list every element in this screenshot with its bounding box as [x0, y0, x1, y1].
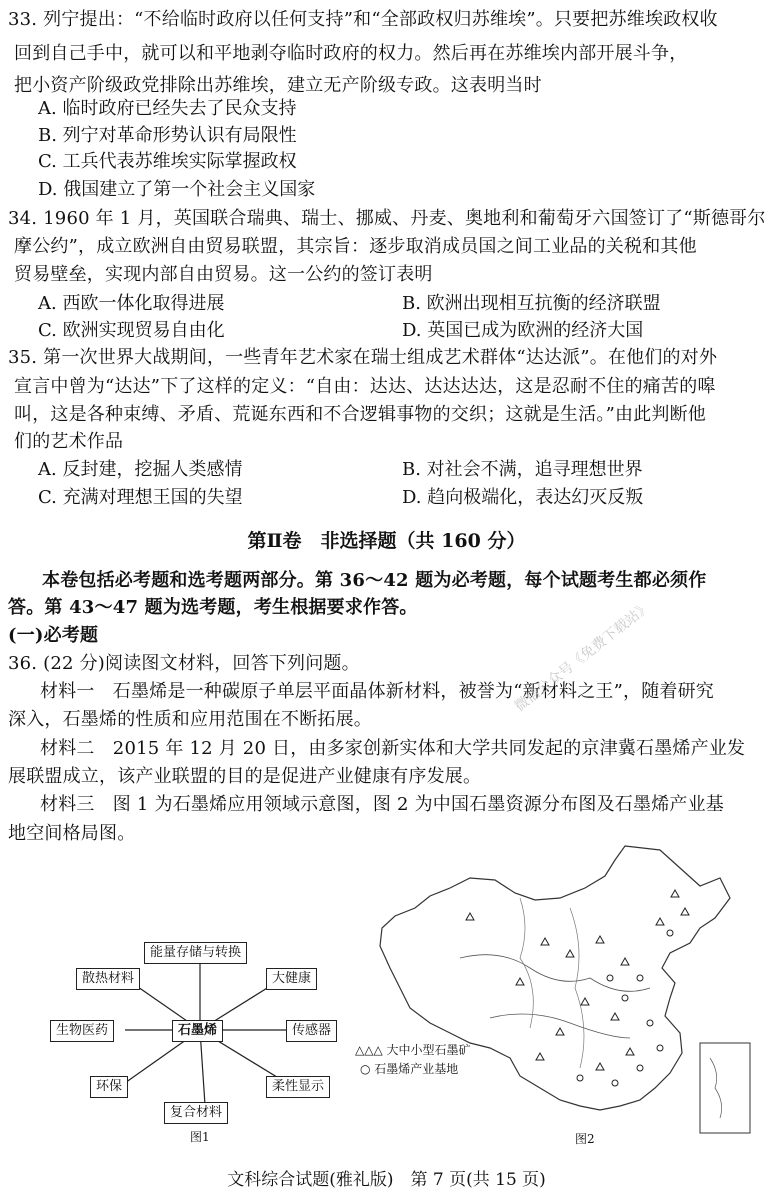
q34-stem-line-1: 34. 1960 年 1 月，英国联合瑞典、瑞士、挪威、丹麦、奥地利和葡萄牙六国签订了“斯德哥尔: [8, 208, 766, 229]
figure-1-diagram: [40, 930, 360, 1150]
q34-option-b: B. 欧洲出现相互抗衡的经济联盟: [402, 293, 661, 314]
q35-stem-line-3: 叫，这是各种束缚、矛盾、荒诞东西和不合逻辑事物的交织；这就是生活。”由此判断他: [14, 404, 706, 425]
q34-stem-line-2: 摩公约”，成立欧洲自由贸易联盟，其宗旨：逐步取消成员国之间工业品的关税和其他: [14, 236, 697, 257]
q35-option-c: C. 充满对理想王国的失望: [38, 487, 243, 508]
material-2-line-2: 展联盟成立，该产业联盟的目的是促进产业健康有序发展。: [8, 766, 482, 787]
figure-2-map: [355, 838, 765, 1153]
figure-1-caption: 图1: [190, 1130, 210, 1144]
q34-option-d: D. 英国已成为欧洲的经济大国: [402, 320, 644, 341]
intro-line-1: 本卷包括必考题和选考题两部分。第 36～42 题为必考题，每个试题考生都必须作: [42, 570, 707, 591]
node-graphene-center: 石墨烯: [172, 1020, 223, 1042]
q34-stem-line-3: 贸易壁垒，实现内部自由贸易。这一公约的签订表明: [14, 264, 433, 285]
q36-stem: 36. (22 分)阅读图文材料，回答下列问题。: [8, 653, 360, 674]
intro-line-2: 答。第 43～47 题为选考题，考生根据要求作答。: [8, 597, 418, 618]
material-1-line-2: 深入，石墨烯的性质和应用范围在不断拓展。: [8, 709, 372, 730]
q34-option-c: C. 欧洲实现贸易自由化: [38, 320, 225, 341]
node-heat-dissipation: 散热材料: [76, 968, 140, 990]
section-title: 第Ⅱ卷 非选择题（共 160 分）: [247, 530, 526, 552]
q33-option-c: C. 工兵代表苏维埃实际掌握政权: [38, 151, 297, 172]
q35-option-b: B. 对社会不满，追寻理想世界: [402, 459, 643, 480]
legend-graphite-mine: △△△ 大中小型石墨矿: [355, 1043, 471, 1057]
q33-stem-line-2: 回到自己手中，就可以和平地剥夺临时政府的权力。然后再在苏维埃内部开展斗争，: [14, 43, 688, 64]
q33-option-b: B. 列宁对革命形势认识有局限性: [38, 125, 297, 146]
q33-option-a: A. 临时政府已经失去了民众支持: [38, 98, 297, 119]
material-2-line-1: 材料二 2015 年 12 月 20 日，由多家创新实体和大学共同发起的京津冀石墨烯产业发: [40, 738, 746, 759]
material-3-line-1: 材料三 图 1 为石墨烯应用领域示意图，图 2 为中国石墨资源分布图及石墨烯产业基: [40, 794, 724, 815]
node-energy-storage: 能量存储与转换: [144, 942, 247, 964]
node-biomedicine: 生物医药: [50, 1020, 114, 1042]
legend-graphene-base: ○ 石墨烯产业基地: [360, 1062, 459, 1076]
q33-option-d: D. 俄国建立了第一个社会主义国家: [38, 179, 316, 200]
node-environment: 环保: [90, 1076, 128, 1098]
q35-stem-line-4: 们的艺术作品: [14, 431, 124, 452]
q35-option-d: D. 趋向极端化，表达幻灭反叛: [402, 487, 644, 508]
material-1-line-1: 材料一 石墨烯是一种碳原子单层平面晶体新材料，被誉为“新材料之王”，随着研究: [40, 681, 715, 702]
node-big-health: 大健康: [266, 968, 317, 990]
q35-stem-line-2: 宣言中曾为“达达”下了这样的定义：“自由：达达、达达达达，这是忍耐不住的痛苦的嗥: [14, 376, 716, 397]
q35-option-a: A. 反封建，挖掘人类感情: [38, 459, 243, 480]
node-sensor: 传感器: [286, 1020, 337, 1042]
watermark-text: 微信公众号《免费下载站》: [511, 598, 655, 715]
node-composite: 复合材料: [164, 1102, 228, 1124]
figure-2-caption: 图2: [575, 1132, 595, 1146]
q35-stem-line-1: 35. 第一次世界大战期间，一些青年艺术家在瑞士组成艺术群体“达达派”。在他们的对外: [8, 347, 718, 368]
q33-stem-line-1: 33. 列宁提出：“不给临时政府以任何支持”和“全部政权归苏维埃”。只要把苏维埃政权收: [8, 9, 718, 30]
q33-stem-line-3: 把小资产阶级政党排除出苏维埃，建立无产阶级专政。这表明当时: [14, 75, 542, 96]
node-flexible-display: 柔性显示: [266, 1076, 330, 1098]
required-heading: (一)必考题: [8, 625, 99, 646]
page-footer: 文科综合试题(雅礼版) 第 7 页(共 15 页): [227, 1170, 546, 1190]
q34-option-a: A. 西欧一体化取得进展: [38, 293, 225, 314]
china-map-outline: [370, 838, 765, 1153]
material-3-line-2: 地空间格局图。: [8, 823, 136, 844]
